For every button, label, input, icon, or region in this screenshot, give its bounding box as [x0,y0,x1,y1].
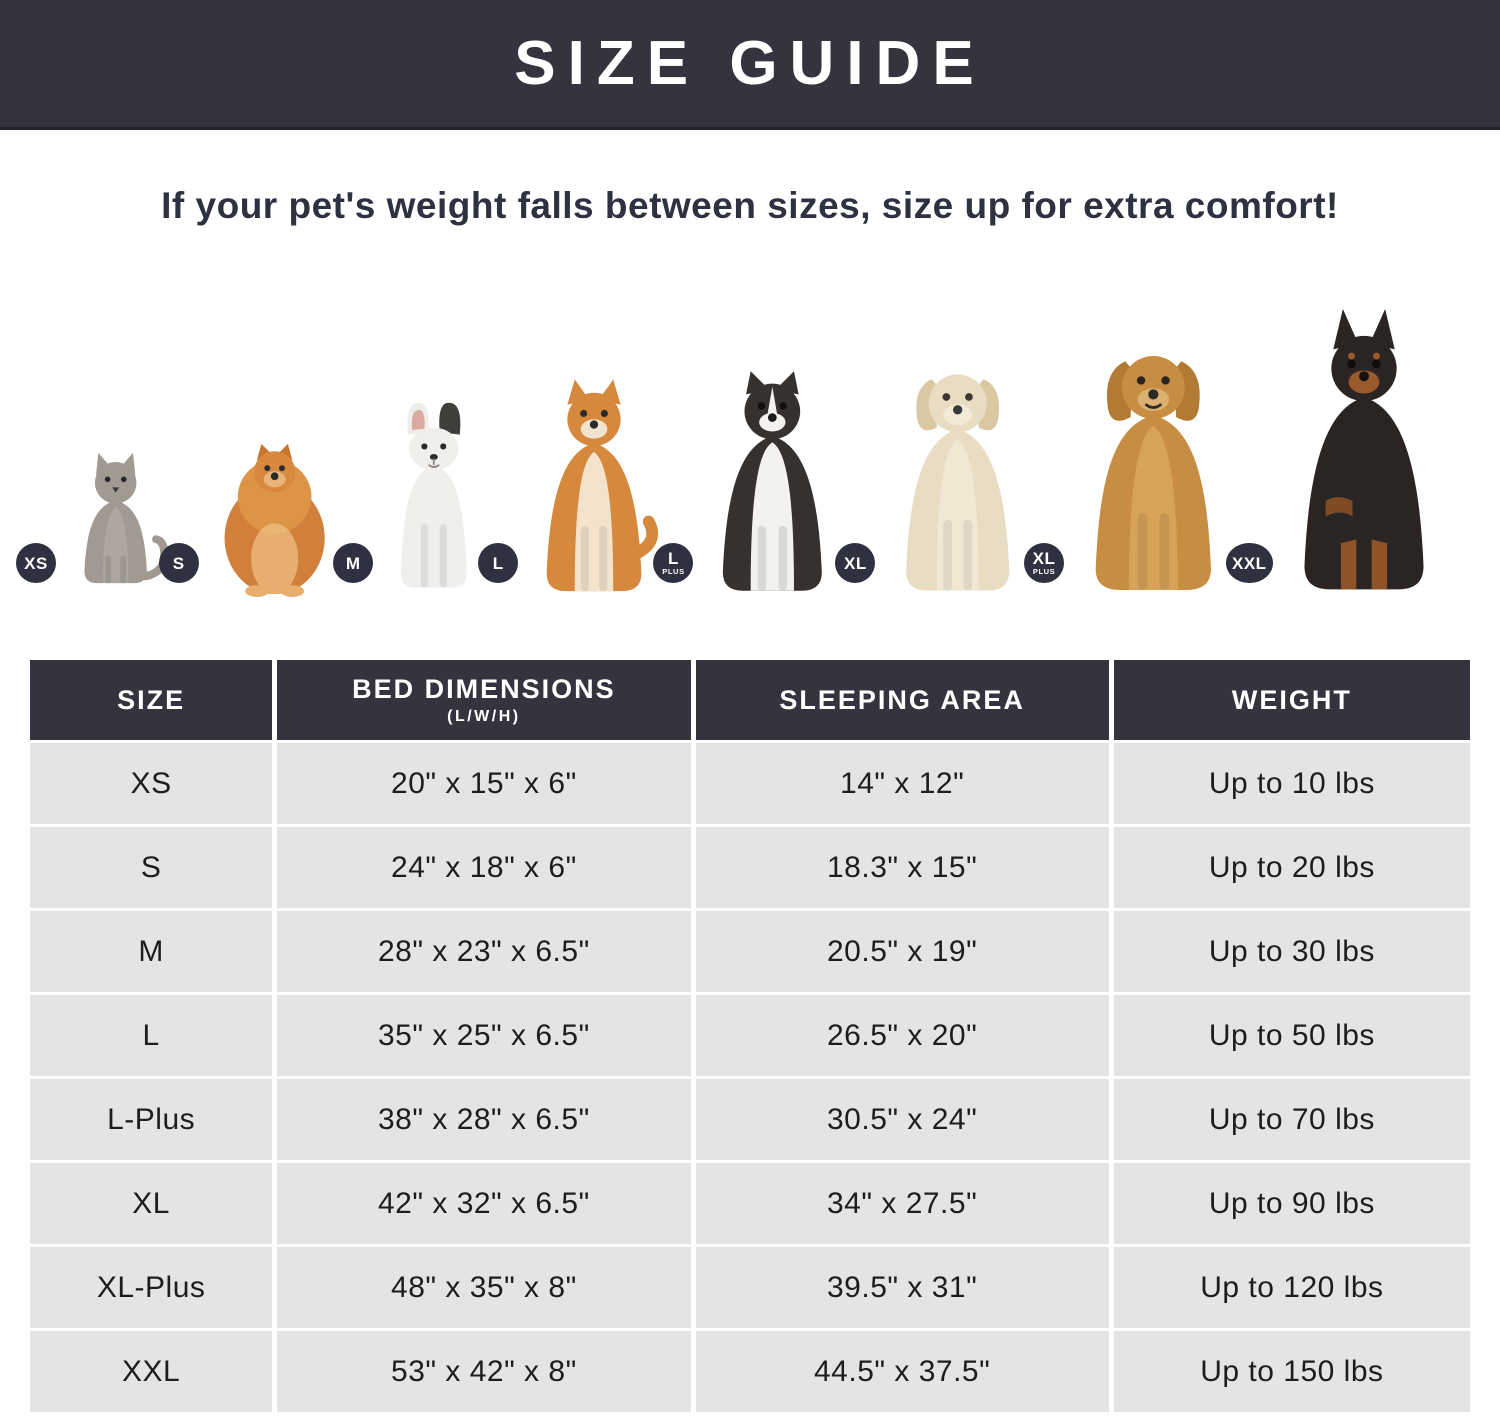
cell-weight: Up to 70 lbs [1114,1079,1470,1160]
cell-bed-dimensions: 53" x 42" x 8" [277,1331,690,1412]
col-header-label: SIZE [117,684,186,715]
golden-retriever-image [1066,335,1241,597]
cell-bed-dimensions: 38" x 28" x 6.5" [277,1079,690,1160]
table-row-xl-plus [30,1247,1470,1328]
table-row-m [30,911,1470,992]
cell-sleeping-area: 34" x 27.5" [696,1163,1109,1244]
badge-sublabel: PLUS [662,567,685,576]
col-header-bed-dimensions [277,660,690,740]
cell-size: XS [30,743,272,824]
col-header-weight [1114,660,1470,740]
col-header-size [30,660,272,740]
cell-weight: Up to 150 lbs [1114,1331,1470,1412]
col-header-sleeping-area [696,660,1109,740]
cell-weight: Up to 20 lbs [1114,827,1470,908]
cell-weight: Up to 120 lbs [1114,1247,1470,1328]
table-row-xl [30,1163,1470,1244]
col-header-label: BED DIMENSIONS [352,674,616,704]
cell-bed-dimensions: 28" x 23" x 6.5" [277,911,690,992]
cell-weight: Up to 10 lbs [1114,743,1470,824]
cell-sleeping-area: 14" x 12" [696,743,1109,824]
cell-bed-dimensions: 48" x 35" x 8" [277,1247,690,1328]
cell-bed-dimensions: 24" x 18" x 6" [277,827,690,908]
cell-sleeping-area: 39.5" x 31" [696,1247,1109,1328]
cell-sleeping-area: 18.3" x 15" [696,827,1109,908]
col-header-label: WEIGHT [1231,684,1352,715]
size-badge-l [478,543,518,583]
col-header-sublabel: (L/W/H) [447,708,521,725]
badge-label: XL [1032,549,1056,568]
animal-border-collie [662,365,850,597]
col-header-label: SLEEPING AREA [779,684,1025,715]
badge-label: M [345,553,361,573]
cell-size: L [30,995,272,1076]
table-row-xs [30,743,1470,824]
shiba-inu-image [520,375,668,597]
animal-cat [24,447,173,597]
cell-bed-dimensions: 35" x 25" x 6.5" [277,995,690,1076]
size-badge-xs [16,543,56,583]
cell-weight: Up to 50 lbs [1114,995,1470,1076]
badge-label: L [492,553,504,573]
page-title: SIZE GUIDE [514,29,986,98]
size-badge-xl [835,543,875,583]
french-bulldog-image [375,397,493,597]
cell-sleeping-area: 44.5" x 37.5" [696,1331,1109,1412]
animal-french-bulldog [345,397,493,597]
animal-doberman [1232,309,1460,597]
cell-size: S [30,827,272,908]
subtitle-text: If your pet's weight falls between sizes, size up for extra comfort! [161,185,1339,226]
cell-size: M [30,911,272,992]
table-row-s [30,827,1470,908]
size-guide-table [25,657,1475,1415]
labrador-image [877,355,1038,597]
table-row-xxl [30,1331,1470,1412]
cat-image [58,447,173,597]
doberman-image [1268,309,1460,597]
table-header-row [30,660,1470,740]
badge-label: L [668,549,679,568]
table-row-l-plus [30,1079,1470,1160]
cell-weight: Up to 90 lbs [1114,1163,1470,1244]
animal-shiba-inu [492,375,668,597]
table-row-l [30,995,1470,1076]
badge-label: XS [24,553,48,573]
cell-sleeping-area: 30.5" x 24" [696,1079,1109,1160]
header-banner [0,0,1500,130]
cell-sleeping-area: 20.5" x 19" [696,911,1109,992]
cell-bed-dimensions: 42" x 32" x 6.5" [277,1163,690,1244]
pomeranian-image [201,435,348,597]
pet-size-lineup [0,297,1500,597]
size-badge-xl-plus [1024,543,1064,583]
cell-bed-dimensions: 20" x 15" x 6" [277,743,690,824]
size-badge-xxl [1226,543,1273,583]
size-badge-m [333,543,373,583]
cell-weight: Up to 30 lbs [1114,911,1470,992]
size-badge-l-plus [653,543,693,583]
border-collie-image [695,365,850,597]
cell-size: XXL [30,1331,272,1412]
cell-size: XL-Plus [30,1247,272,1328]
badge-sublabel: PLUS [1032,567,1056,576]
size-badge-s [159,543,199,583]
cell-size: L-Plus [30,1079,272,1160]
badge-label: XL [844,553,867,573]
animal-golden-retriever [1032,335,1241,597]
badge-label: XXL [1232,553,1267,573]
cell-sleeping-area: 26.5" x 20" [696,995,1109,1076]
animal-pomeranian [172,435,348,597]
badge-label: S [172,553,185,573]
animal-labrador [844,355,1038,597]
cell-size: XL [30,1163,272,1244]
